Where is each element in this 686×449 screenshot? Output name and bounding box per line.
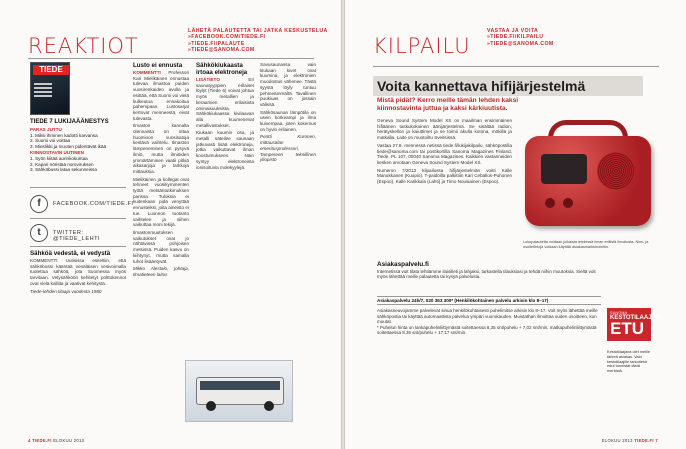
electric-bus-photo [185,360,293,422]
facebook-icon: f [30,195,48,213]
poll-title: TIEDE 7 LUKIJAÄÄNESTYS [30,119,109,125]
twitter-badge[interactable] [30,224,126,244]
radio-knob [563,198,573,208]
left-footer [28,438,84,443]
poll-item: 1. Miksi ihminen kadotti karvansa [30,132,98,138]
letter-title: Lusto ei ennusta [133,62,183,69]
service-title: Asiakaspalvelu.fi [377,261,429,268]
letter-body: Kiukaan kuumin osa, ja metalli säteilee saunaan jatkuvasti lisää elektroneja, jotka vaikuttavat ilman koostumukseen. Näin syntyy elektroneista ionisoituvia molekyylejä. [196,130,254,170]
letter-title: Sähköä vedestä, ei vedystä [30,250,111,257]
cover-lines [34,83,52,85]
poll-item: 2. Kapari nöristää noroviruksen [30,161,94,167]
page-title-kilpailu: KILPAILU [373,34,471,58]
letter-body: Sähkösaunan lämpötila on usein korkeampi ja ilma kuivempaa, joten kokemus on hyvin erilainen. [260,109,316,132]
radio-knob [545,198,555,208]
header-divider [373,66,659,67]
twitter-label: TWITTER: @TIEDE_LEHTI [53,230,101,242]
contest-deck: Mistä pidät? Kerro meille tämän lehden kaksi kiinnostavinta juttua ja kaksi kärkiuutista. [377,97,519,112]
badge-etu: ETU [610,319,644,339]
service-details [377,308,601,336]
radio-display [541,154,587,184]
letter-body: Mielikäinen ja kollegat ovat tehneet vuosikymmenten työtä metsäntutkimuksen parissa. Tuloksia ei kuitenkaan pidä venyttää ennusteiksi, joita aineisto ei tue. Luonnon tuotanto vaihtelee ja siihen vaikuttaa moni tekijä. [133,176,189,228]
service-paragraph: Asiakasneuvojamme palvelevat sinua henkilökohtaisesti puhelimitse arkisin klo 8–17. Voit myös lähettää meille sähköpostia tai käyttää automaattista palvelua ympäri vuorokauden. Muistathan ilmoittaa uuden osoitteen, kun muutat. [377,308,598,325]
feedback-channels [188,28,328,54]
divider [30,187,126,188]
email-link[interactable]: »TIEDE@SANOMA.COM [188,47,255,54]
left-page [0,0,341,449]
letter-signature: Tiede-lehden tilaaja vuodesta 1980 [30,288,102,294]
subscriber-benefit-badge [607,308,661,341]
right-footer [602,438,658,443]
contest-intro: VASTAA JA VOITA [487,28,539,34]
contest-paragraph: Numeron 7/2013 kilpailussa hifijärjestelmän voitti Kalle Manukkanen (Kuopio). T-paidoilla palkittiin Kari Ceballos-Puhonen (Espoo), Kalle Karikkala (Lahti) ja Timo Nousiainen (Espoo). [377,167,512,185]
facebook-link[interactable]: »FACEBOOK.COM/TIEDE.FI [188,34,266,41]
letter-body: Ilmaston kannalta olennaista on ottaa huomioon vuosisatoja kestävä vaihtelu. Ilmaston lämpeneminen on pysyvä ilmiö, mutta ilmiöiden ymmärtäminen vaatii pitkiä aikasarjoja ja tarkkoja mittauksia. [133,123,189,174]
poll-item: 1. Syön kiitää aurinkokuntaa [30,155,88,161]
cover-masthead: TIEDE [33,65,69,75]
letter-body: Eri saunatyyppien erilaiset löylyt (Tiede 6) voivat johtua myös metallien ja keraamien erilaisista ominaisuuksista. Sähkökiukaassa kivilaavan alla kuumenevat metallivastukset. [196,77,254,128]
contest-body [377,118,512,187]
poll-item: 2. Suomi voi voittaa [30,138,71,144]
service-phone: Asiakaspalvelu 24h/7, 020 363 300* (Henkilökohtainen palvelu arkisin klo 8–17) [377,296,601,305]
letter-kicker: LISÄTIETO [196,77,220,82]
letter-body: Savusaunassa vain kiukaan kivet ovat kuumina, ja elektronien muodostus vähenee. Tästä syystä löyly tuntuu pehmeämmältä. Tavallinen puukiuas on jossain välissä. [260,62,316,107]
page-title-reaktiot: REAKTIOT [28,34,139,58]
badge-brand: SANOMA [610,311,628,315]
poll-item: 3. Mieslikki ja muuten pidentävät ikää [30,144,107,150]
right-page [345,0,686,449]
contest-paragraph: Vastaa 27.8. mennessä netissä tiede.fi/lukijakilpailu, sähköpostilla tiede@sanoma.com tai postikortilla Sanoma Magazines Finland, Tiede, PL 107, 00040 Sanoma Magazines. Kaikkien vastanneiden kesken arvotaan Geneva Sound System Model XS. [377,142,512,165]
radio-speaker [597,152,635,190]
contest-link[interactable]: »TIEDE.FI/KILPAILU [487,34,544,41]
letter-body: Ilmastonmuutoksen vaikutukset ovat jo nähtävissä pohjoisen metsissä. Puiden kasvu on kiihtynyt, mutta samalla tuhot lisääntyvät. [133,229,189,264]
letter-sauna [196,62,254,172]
customer-service-box [377,262,601,280]
letter-kicker: KOMMENTTI [133,70,161,75]
contest-channels [487,28,554,47]
facebook-label: FACEBOOK.COM/TIEDE.FI [53,201,134,207]
feedback-link[interactable]: »TIEDE.FI/PALAUTE [188,40,245,47]
bus-windows [200,381,280,390]
magazine-cover-image [30,62,70,115]
letter-title: Sähkökiukaasta irtoaa elektroneja [196,62,248,76]
footer-issue: ELOKUU 2013 [53,438,85,443]
divider [30,246,126,247]
poll-news-heading: KIINNOSTAVIN UUTINEN [30,149,84,155]
letter-signature: Mikko Alestalo, johtaja, Ilmatieteen laitos [133,266,189,277]
privacy-caption: Lukupalautetta voidaan julkaista lehdessä ilman erillistä ilmoitusta. Nimi- ja osoitetietoja voidaan käyttää asiakasmarkkinointiin. [523,240,649,249]
bus-wheel [264,401,274,411]
divider [30,218,126,219]
letter-lusto [133,62,189,280]
bus-wheel [206,401,216,411]
letter-water-electricity [30,250,126,296]
poll-best-story-heading: PARAS JUTTU [30,126,62,132]
letter-body: Professori Kari Mielikäinen ennustaa tulevaa ilmastoa puiden vuosirenkaiden avulla ja esittää, että Suomi voi vielä kulkeutua ennakoitua pahempaan. Lustosarjat kertovat menneestä, eivät tulevasta. [133,70,189,121]
footer-issue: ELOKUU 2013 [601,438,633,443]
reader-poll [30,120,122,173]
badge-note: Kestotilaajana olet meille tärkeä asiakas. Vain kestotilaajille tarkoitetut edut tunnistat tästä merkistä. [607,349,651,374]
contest-paragraph: Geneva Sound System Model XS on maailman ensimmäinen hifiäänen taskukokoinen äänijärjestelmä. Se sisältää radion, herätyskellon ja kaiuttimet ja se toimii akulla kotona, mökillä ja matkalla. Laite on muotoiltu Sveitsissä. [377,118,512,141]
footer-brand: TIEDE.FI [634,438,654,443]
letter-signature: Pentti Kuronen, mittausalan emeritusprofessori, Tampereen teknillinen yliopisto [260,134,316,163]
poll-item: 3. Sähköbussi lataa sekunneissa [30,167,97,173]
service-fineprint: * Puhelun hinta on lankapuhelinliittymästä soitettaessa 8,35 snt/puhelu + 7,02 snt/min, matkapuhelinliittymästä soitettaessa 8,35 snt/puhelu + 17,17 snt/min. [377,324,597,336]
footer-brand: TIEDE.FI [32,438,52,443]
letter-body: KOMMENTTI Uutisissa esiteltiin, että sähköbussi kääntää venäläisen vesivoimalla tuotettua sähköä, jota Suomessa myös tarvitaan. Vetysähköön kehitetyt polttokennot ovat vielä kalliita ja vaativat kehitystä. [30,258,126,286]
email-link[interactable]: »TIEDE@SANOMA.COM [487,40,554,47]
header-divider [28,58,314,59]
feedback-intro: LÄHETÄ PALAUTETTA TAI JATKA KESKUSTELUA [188,28,328,34]
page-number: 4 [28,438,31,443]
hifi-radio-image [523,118,655,236]
badge-line: KESTOTILAAJAN [610,315,661,321]
page-number: 7 [655,438,658,443]
facebook-badge[interactable] [30,195,134,215]
service-intro: Internetissä voit tilata lehtiämme ilaisilleti ja lahjaksi, tarkastella tilauksiasi ja tehdä niihin muutoksia. Sieltä voit myös lähettää meille palautetta tai kysyä palvelusta. [377,268,596,280]
contest-headline: Voita kannettava hifijärjestelmä [373,76,643,96]
letter-sauna-continued [260,62,316,165]
twitter-icon: t [30,224,48,242]
